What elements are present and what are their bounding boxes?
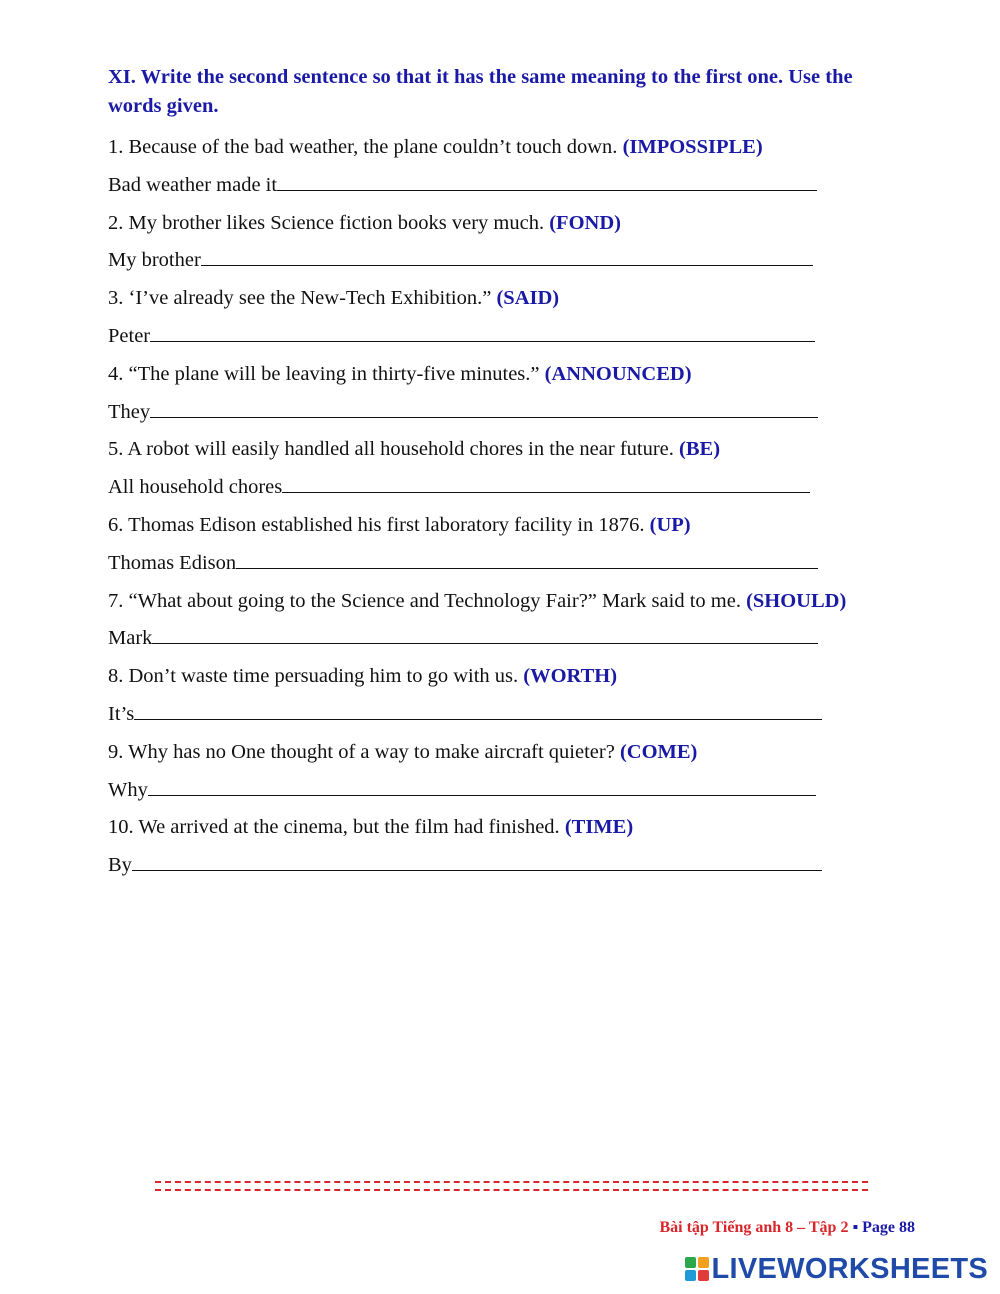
brand-name: LIVEWORKSHEETS bbox=[711, 1252, 988, 1285]
question-5-keyword: (BE) bbox=[679, 438, 721, 461]
answer-row-10 bbox=[108, 847, 908, 885]
question-6-text: 6. Thomas Edison established his first laboratory facility in 1876. bbox=[108, 513, 650, 536]
question-10-keyword: (TIME) bbox=[564, 816, 634, 839]
answer-row-5 bbox=[108, 469, 908, 507]
answer-1-prefix: Bad weather made it bbox=[108, 173, 278, 196]
question-4-text: 4. “The plane will be leaving in thirty-five minutes.” bbox=[108, 362, 545, 385]
question-7-text: 7. “What about going to the Science and Technology Fair?” Mark said to me. bbox=[108, 589, 747, 612]
liveworksheets-brand[interactable] bbox=[685, 1252, 989, 1286]
question-4 bbox=[108, 356, 908, 394]
exercise-item-3 bbox=[108, 280, 908, 356]
exercise-item-4 bbox=[108, 356, 908, 432]
answer-row-9 bbox=[108, 772, 908, 810]
question-6-keyword: (UP) bbox=[649, 513, 691, 536]
answer-row-6 bbox=[108, 545, 908, 583]
answer-2-blank[interactable] bbox=[201, 247, 813, 266]
answer-5-prefix: All household chores bbox=[108, 476, 283, 499]
answer-4-blank[interactable] bbox=[150, 399, 818, 418]
question-3-text: 3. ‘I’ve already see the New-Tech Exhibition.” bbox=[108, 287, 497, 310]
answer-5-blank[interactable] bbox=[282, 474, 810, 493]
exercise-list bbox=[108, 129, 908, 885]
question-10 bbox=[108, 809, 908, 847]
question-1-text: 1. Because of the bad weather, the plane couldn’t touch down. bbox=[108, 136, 623, 158]
question-5-text: 5. A robot will easily handled all household chores in the near future. bbox=[108, 438, 680, 461]
exercise-item-5 bbox=[108, 431, 908, 507]
answer-row-2 bbox=[108, 242, 908, 280]
question-1 bbox=[108, 129, 908, 167]
answer-10-blank[interactable] bbox=[132, 852, 822, 871]
answer-1-blank[interactable] bbox=[277, 172, 817, 191]
exercise-item-1 bbox=[108, 129, 908, 205]
answer-2-prefix: My brother bbox=[108, 249, 201, 272]
answer-row-7 bbox=[108, 620, 908, 658]
question-3 bbox=[108, 280, 908, 318]
question-8 bbox=[108, 658, 908, 696]
answer-3-blank[interactable] bbox=[150, 323, 815, 342]
answer-3-prefix: Peter bbox=[108, 324, 151, 347]
question-9 bbox=[108, 734, 908, 772]
answer-6-prefix: Thomas Edison bbox=[108, 551, 237, 574]
answer-7-prefix: Mark bbox=[108, 627, 153, 650]
exercise-item-9 bbox=[108, 734, 908, 810]
question-8-keyword: (WORTH) bbox=[523, 665, 618, 688]
answer-10-prefix: By bbox=[108, 854, 132, 877]
question-7 bbox=[108, 583, 908, 621]
question-1-keyword: (IMPOSSIPLE) bbox=[622, 136, 763, 158]
footer-divider bbox=[155, 1181, 868, 1191]
answer-7-blank[interactable] bbox=[152, 625, 818, 644]
question-10-text: 10. We arrived at the cinema, but the film had finished. bbox=[108, 816, 565, 839]
question-8-text: 8. Don’t waste time persuading him to go with us. bbox=[108, 665, 524, 688]
footer-separator: ▪ bbox=[852, 1219, 859, 1236]
footer-page-number: Page 88 bbox=[858, 1219, 915, 1236]
question-9-keyword: (COME) bbox=[619, 740, 698, 763]
footer-book-title: Bài tập Tiếng anh 8 – Tập 2 bbox=[659, 1219, 853, 1236]
page-footer bbox=[659, 1219, 915, 1237]
exercise-item-10 bbox=[108, 809, 908, 885]
question-5 bbox=[108, 431, 908, 469]
answer-row-1 bbox=[108, 167, 908, 205]
answer-row-4 bbox=[108, 394, 908, 432]
question-6 bbox=[108, 507, 908, 545]
answer-9-blank[interactable] bbox=[148, 777, 816, 796]
exercise-item-6 bbox=[108, 507, 908, 583]
question-2-keyword: (FOND) bbox=[549, 211, 621, 234]
liveworksheets-logo-icon bbox=[685, 1257, 709, 1281]
question-7-keyword: (SHOULD) bbox=[746, 589, 847, 612]
answer-8-blank[interactable] bbox=[134, 701, 822, 720]
question-3-keyword: (SAID) bbox=[496, 287, 560, 310]
answer-8-prefix: It’s bbox=[108, 702, 135, 725]
exercise-item-2 bbox=[108, 205, 908, 281]
answer-row-3 bbox=[108, 318, 908, 356]
answer-row-8 bbox=[108, 696, 908, 734]
question-2 bbox=[108, 205, 908, 243]
answer-4-prefix: They bbox=[108, 400, 151, 423]
question-2-text: 2. My brother likes Science fiction books very much. bbox=[108, 211, 550, 234]
exercise-heading: XI. Write the second sentence so that it has the same meaning to the first one. Use the words given. bbox=[108, 66, 853, 117]
exercise-item-7 bbox=[108, 583, 908, 659]
answer-9-prefix: Why bbox=[108, 778, 148, 801]
exercise-item-8 bbox=[108, 658, 908, 734]
answer-6-blank[interactable] bbox=[236, 550, 818, 569]
question-4-keyword: (ANNOUNCED) bbox=[544, 362, 692, 385]
question-9-text: 9. Why has no One thought of a way to make aircraft quieter? bbox=[108, 740, 620, 763]
